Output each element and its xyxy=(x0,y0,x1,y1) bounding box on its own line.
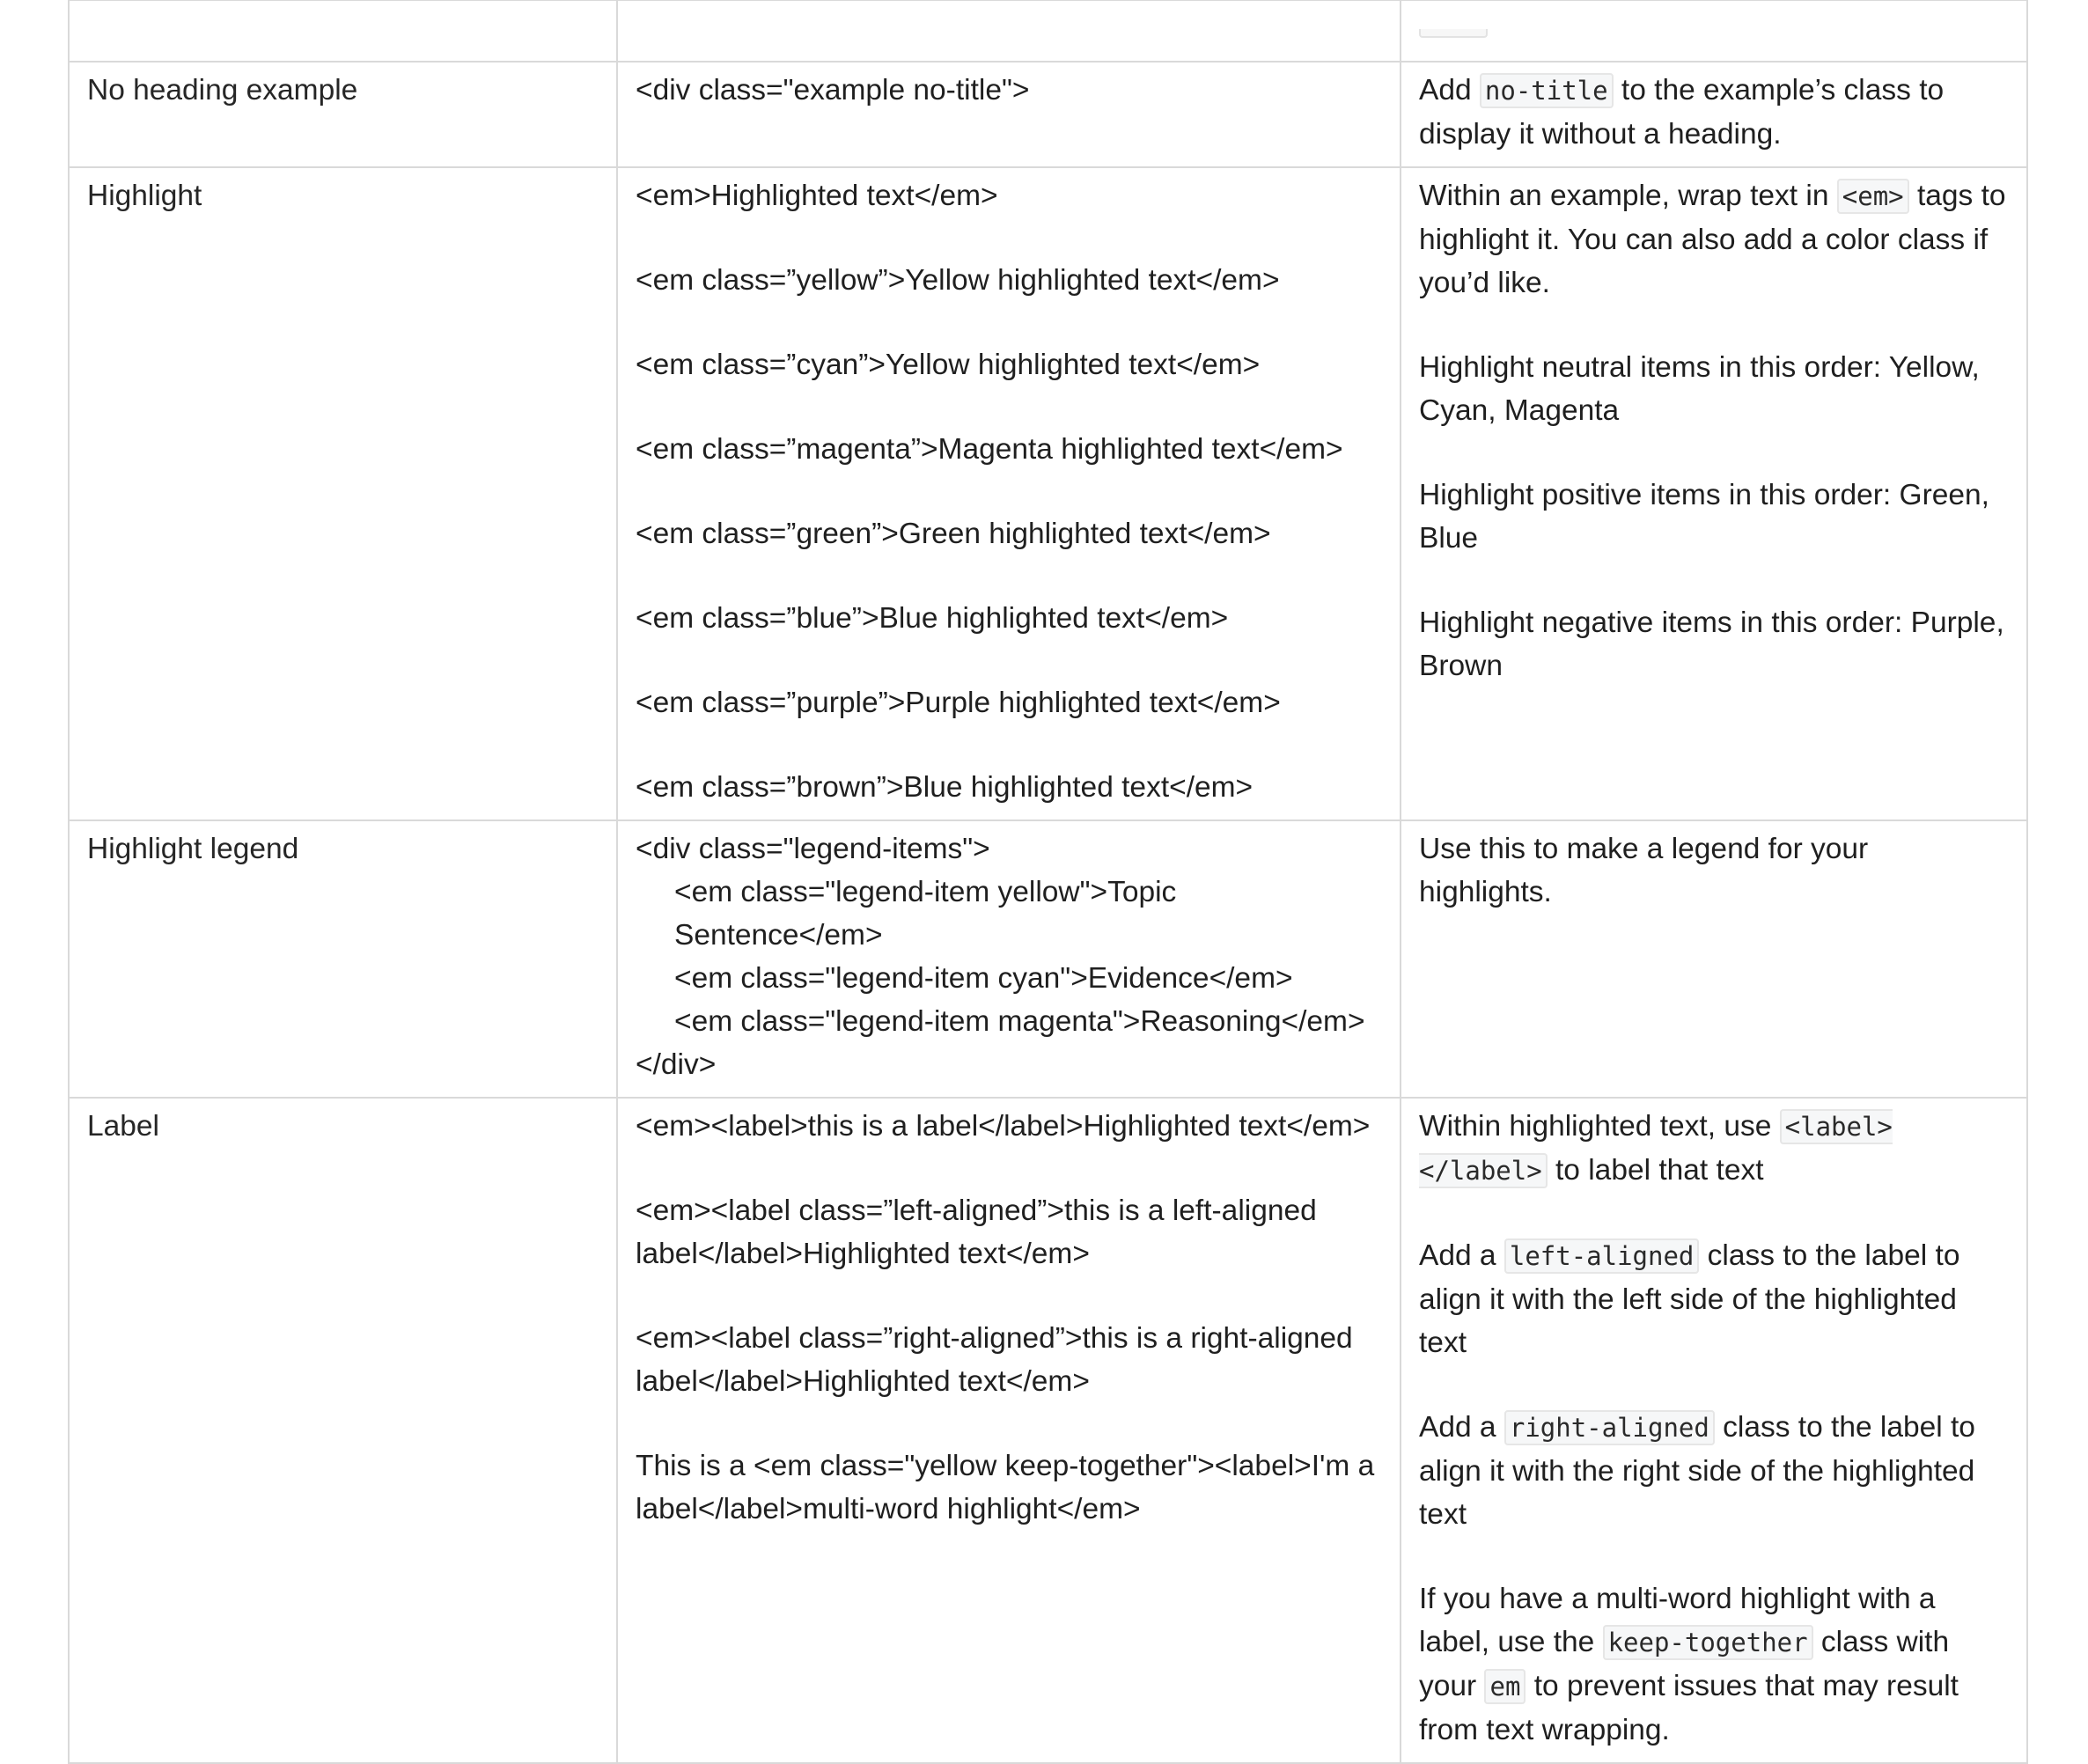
code-line: <em class=”purple”>Purple highlighted text</em> xyxy=(636,687,1281,719)
description-paragraph xyxy=(1419,174,2009,305)
table-row xyxy=(69,167,2027,820)
description-text: to prevent issues that may result from text wrapping. xyxy=(1419,1670,1959,1746)
description-cell xyxy=(1401,1098,2027,1763)
code-line: <em><label class=”left-aligned”>this is a left-aligned label</label>Highlighted text</em> xyxy=(636,1194,1326,1270)
inline-code-fragment xyxy=(1419,29,1488,38)
code-line: <em class="legend-item yellow">Topic Sentence</em> xyxy=(674,876,1185,952)
description-text: Within an example, wrap text in xyxy=(1419,180,1837,212)
description-cell xyxy=(1401,820,2027,1098)
inline-code: keep-together xyxy=(1603,1625,1813,1660)
description-text: tags to highlight it. You can also add a color class if you’d like. xyxy=(1419,180,2006,299)
description-text: to the example’s class to display it without a heading. xyxy=(1419,74,1945,151)
description-paragraph xyxy=(1419,1577,2009,1752)
code-line: <div class="example no-title"> xyxy=(636,74,1030,107)
table-cell xyxy=(1401,0,2027,62)
code-line: <em class=”blue”>Blue highlighted text</em> xyxy=(636,602,1229,635)
code-line: <div class="legend-items"> xyxy=(636,833,990,865)
code-cell xyxy=(617,1098,1401,1763)
class-reference-table xyxy=(68,0,2028,1764)
description-text: class to the label to align it with the left side of the highlighted text xyxy=(1419,1239,1960,1359)
table-row xyxy=(69,820,2027,1098)
code-line: <em><label class=”right-aligned”>this is a right-aligned label</label>Highlighted text</em> xyxy=(636,1322,1361,1398)
table-row-partial xyxy=(69,0,2027,62)
description-text: class to the label to align it with the right side of the highlighted text xyxy=(1419,1411,1975,1531)
code-cell xyxy=(617,820,1401,1098)
description-text: Add a xyxy=(1419,1239,1504,1272)
description-paragraph xyxy=(1419,69,2009,156)
code-line: <em class=”yellow”>Yellow highlighted text</em> xyxy=(636,264,1280,297)
code-cell xyxy=(617,62,1401,167)
feature-name: Label xyxy=(87,1110,159,1143)
inline-code: <em> xyxy=(1837,179,1909,214)
table-cell xyxy=(69,0,617,62)
feature-name: No heading example xyxy=(87,74,358,107)
inline-code: <label></label> xyxy=(1419,1109,1893,1188)
table-row xyxy=(69,1098,2027,1763)
description-paragraph: Highlight positive items in this order: Green, Blue xyxy=(1419,479,1989,555)
description-text: class with your xyxy=(1419,1626,1950,1702)
feature-name-cell xyxy=(69,167,617,820)
code-line: <em>Highlighted text</em> xyxy=(636,180,998,212)
code-line: <em class="legend-item cyan">Evidence</em> xyxy=(674,962,1293,995)
description-paragraph: Highlight neutral items in this order: Yellow, Cyan, Magenta xyxy=(1419,351,1980,427)
feature-name-cell xyxy=(69,820,617,1098)
code-cell xyxy=(617,167,1401,820)
description-paragraph xyxy=(1419,1105,2009,1193)
description-text: Within highlighted text, use xyxy=(1419,1110,1780,1143)
description-paragraph xyxy=(1419,1406,2009,1536)
code-line: </div> xyxy=(636,1048,717,1081)
code-line: <em class="legend-item magenta">Reasoning</em> xyxy=(674,1005,1365,1038)
inline-code: em xyxy=(1484,1669,1526,1704)
code-line: <em class=”cyan”>Yellow highlighted text</em> xyxy=(636,349,1261,381)
feature-name-cell xyxy=(69,62,617,167)
inline-code: left-aligned xyxy=(1504,1238,1700,1274)
table-row xyxy=(69,62,2027,167)
description-paragraph: Highlight negative items in this order: Purple, Brown xyxy=(1419,606,2004,682)
description-cell xyxy=(1401,62,2027,167)
description-text: to label that text xyxy=(1547,1154,1764,1187)
description-text: Add a xyxy=(1419,1411,1504,1444)
feature-name-cell xyxy=(69,1098,617,1763)
code-line: <em class=”green”>Green highlighted text</em> xyxy=(636,518,1271,550)
inline-code: no-title xyxy=(1480,73,1614,108)
feature-name: Highlight legend xyxy=(87,833,299,865)
description-text: Add xyxy=(1419,74,1480,107)
description-cell xyxy=(1401,167,2027,820)
feature-name: Highlight xyxy=(87,180,202,212)
code-line: This is a <em class="yellow keep-together"><label>I'm a label</label>multi-word highlight</em> xyxy=(636,1450,1383,1525)
code-line: <em class=”magenta”>Magenta highlighted text</em> xyxy=(636,433,1343,466)
description-paragraph: Use this to make a legend for your highlights. xyxy=(1419,833,1869,908)
documentation-table-container xyxy=(68,0,2026,1764)
code-line: <em class=”brown”>Blue highlighted text</em> xyxy=(636,771,1254,804)
description-paragraph xyxy=(1419,1234,2009,1364)
inline-code: right-aligned xyxy=(1504,1410,1715,1445)
code-line: <em><label>this is a label</label>Highlighted text</em> xyxy=(636,1110,1371,1143)
table-cell xyxy=(617,0,1401,62)
description-text: If you have a multi-word highlight with a label, use the xyxy=(1419,1583,1936,1658)
